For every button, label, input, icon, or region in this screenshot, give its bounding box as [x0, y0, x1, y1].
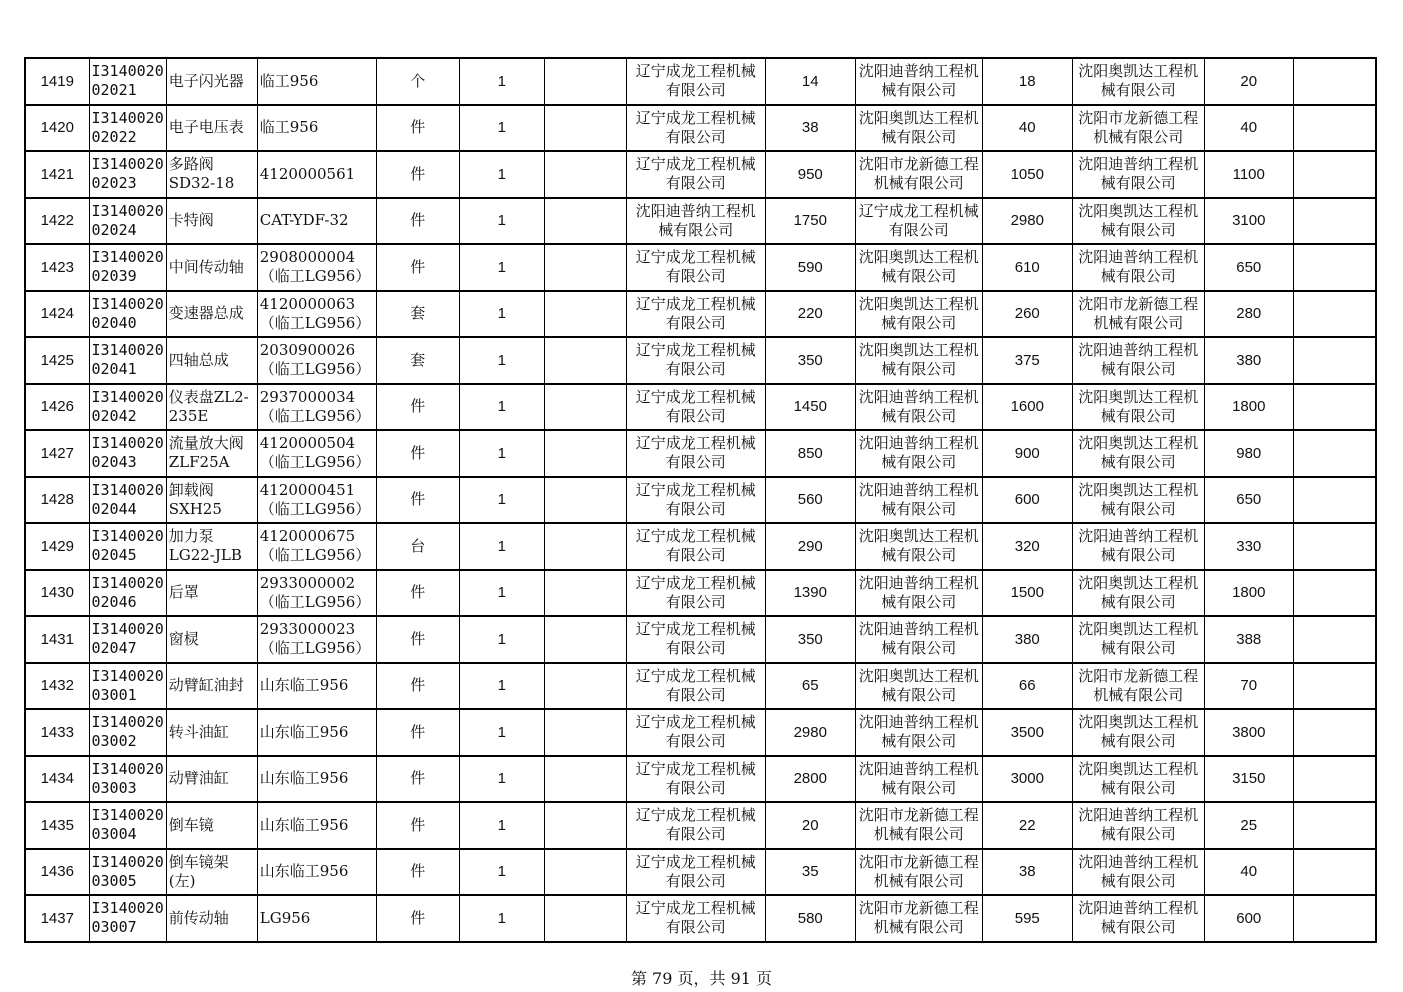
remarks-cell: [1293, 430, 1376, 477]
supplier-3: 沈阳迪普纳工程机械有限公司: [1072, 849, 1204, 896]
row-number: 1434: [25, 756, 89, 803]
item-model: 4120000561: [257, 151, 376, 198]
supplier-1: 辽宁成龙工程机械有限公司: [626, 849, 765, 896]
remarks-cell: [1293, 709, 1376, 756]
material-code: I3140020 02040: [89, 291, 166, 338]
material-code: I3140020 02043: [89, 430, 166, 477]
item-quantity: 1: [459, 756, 544, 803]
item-model: 4120000504 （临工LG956）: [257, 430, 376, 477]
remarks-cell: [1293, 244, 1376, 291]
supplier-3: 沈阳迪普纳工程机械有限公司: [1072, 244, 1204, 291]
row-number: 1436: [25, 849, 89, 896]
supplier-1: 辽宁成龙工程机械有限公司: [626, 709, 765, 756]
item-unit: 件: [376, 477, 459, 524]
table-row: [25, 756, 1376, 803]
item-unit: 件: [376, 756, 459, 803]
supplier-2: 沈阳奥凯达工程机械有限公司: [855, 663, 982, 710]
price-1: 35: [765, 849, 855, 896]
supplier-3: 沈阳奥凯达工程机械有限公司: [1072, 430, 1204, 477]
empty-cell: [544, 430, 626, 477]
table-row: [25, 895, 1376, 942]
item-quantity: 1: [459, 709, 544, 756]
item-unit: 件: [376, 849, 459, 896]
remarks-cell: [1293, 523, 1376, 570]
remarks-cell: [1293, 105, 1376, 152]
supplier-3: 沈阳奥凯达工程机械有限公司: [1072, 616, 1204, 663]
supplier-2: 沈阳迪普纳工程机械有限公司: [855, 709, 982, 756]
material-code: I3140020 03003: [89, 756, 166, 803]
price-2: 600: [982, 477, 1072, 524]
item-quantity: 1: [459, 244, 544, 291]
item-model: 山东临工956: [257, 709, 376, 756]
item-unit: 个: [376, 58, 459, 105]
item-name: 后罩: [166, 570, 257, 617]
supplier-2: 沈阳市龙新德工程机械有限公司: [855, 849, 982, 896]
row-number: 1429: [25, 523, 89, 570]
item-quantity: 1: [459, 523, 544, 570]
supplier-1: 辽宁成龙工程机械有限公司: [626, 105, 765, 152]
price-3: 40: [1204, 849, 1293, 896]
price-2: 3000: [982, 756, 1072, 803]
remarks-cell: [1293, 337, 1376, 384]
supplier-3: 沈阳迪普纳工程机械有限公司: [1072, 337, 1204, 384]
price-3: 3800: [1204, 709, 1293, 756]
item-name: 仪表盘ZL2-235E: [166, 384, 257, 431]
supplier-3: 沈阳市龙新德工程机械有限公司: [1072, 105, 1204, 152]
supplier-2: 沈阳迪普纳工程机械有限公司: [855, 570, 982, 617]
supplier-3: 沈阳市龙新德工程机械有限公司: [1072, 663, 1204, 710]
price-3: 650: [1204, 477, 1293, 524]
item-quantity: 1: [459, 198, 544, 245]
supplier-1: 辽宁成龙工程机械有限公司: [626, 663, 765, 710]
supplier-3: 沈阳迪普纳工程机械有限公司: [1072, 895, 1204, 942]
price-2: 22: [982, 802, 1072, 849]
price-2: 320: [982, 523, 1072, 570]
supplier-1: 辽宁成龙工程机械有限公司: [626, 802, 765, 849]
item-quantity: 1: [459, 430, 544, 477]
row-number: 1431: [25, 616, 89, 663]
item-name: 卸载阀 SXH25: [166, 477, 257, 524]
supplier-2: 沈阳奥凯达工程机械有限公司: [855, 244, 982, 291]
remarks-cell: [1293, 849, 1376, 896]
item-unit: 件: [376, 244, 459, 291]
item-model: 4120000063 （临工LG956）: [257, 291, 376, 338]
empty-cell: [544, 849, 626, 896]
price-1: 20: [765, 802, 855, 849]
remarks-cell: [1293, 291, 1376, 338]
price-2: 900: [982, 430, 1072, 477]
item-model: 临工956: [257, 58, 376, 105]
supplier-1: 辽宁成龙工程机械有限公司: [626, 151, 765, 198]
table-row: [25, 430, 1376, 477]
item-name: 卡特阀: [166, 198, 257, 245]
price-1: 350: [765, 616, 855, 663]
item-unit: 件: [376, 616, 459, 663]
table-row: [25, 849, 1376, 896]
supplier-2: 沈阳迪普纳工程机械有限公司: [855, 384, 982, 431]
row-number: 1433: [25, 709, 89, 756]
item-name: 多路阀 SD32-18: [166, 151, 257, 198]
material-code: I3140020 03002: [89, 709, 166, 756]
remarks-cell: [1293, 756, 1376, 803]
price-3: 3100: [1204, 198, 1293, 245]
price-2: 18: [982, 58, 1072, 105]
table-row: [25, 616, 1376, 663]
item-unit: 件: [376, 663, 459, 710]
remarks-cell: [1293, 198, 1376, 245]
item-name: 中间传动轴: [166, 244, 257, 291]
empty-cell: [544, 198, 626, 245]
table-row: [25, 337, 1376, 384]
price-3: 280: [1204, 291, 1293, 338]
item-model: 山东临工956: [257, 849, 376, 896]
item-quantity: 1: [459, 849, 544, 896]
item-quantity: 1: [459, 802, 544, 849]
supplier-1: 沈阳迪普纳工程机械有限公司: [626, 198, 765, 245]
price-1: 560: [765, 477, 855, 524]
supplier-2: 沈阳迪普纳工程机械有限公司: [855, 477, 982, 524]
remarks-cell: [1293, 895, 1376, 942]
empty-cell: [544, 709, 626, 756]
empty-cell: [544, 570, 626, 617]
empty-cell: [544, 58, 626, 105]
item-unit: 台: [376, 523, 459, 570]
material-code: I3140020 02021: [89, 58, 166, 105]
price-1: 850: [765, 430, 855, 477]
price-2: 375: [982, 337, 1072, 384]
item-unit: 件: [376, 430, 459, 477]
empty-cell: [544, 802, 626, 849]
supplier-1: 辽宁成龙工程机械有限公司: [626, 756, 765, 803]
price-1: 350: [765, 337, 855, 384]
supplier-1: 辽宁成龙工程机械有限公司: [626, 895, 765, 942]
item-quantity: 1: [459, 384, 544, 431]
row-number: 1435: [25, 802, 89, 849]
item-model: CAT-YDF-32: [257, 198, 376, 245]
price-1: 580: [765, 895, 855, 942]
item-name: 倒车镜: [166, 802, 257, 849]
row-number: 1423: [25, 244, 89, 291]
price-3: 3150: [1204, 756, 1293, 803]
supplier-2: 沈阳迪普纳工程机械有限公司: [855, 58, 982, 105]
empty-cell: [544, 337, 626, 384]
item-quantity: 1: [459, 151, 544, 198]
supplier-3: 沈阳迪普纳工程机械有限公司: [1072, 802, 1204, 849]
price-1: 1750: [765, 198, 855, 245]
item-unit: 件: [376, 895, 459, 942]
row-number: 1427: [25, 430, 89, 477]
remarks-cell: [1293, 58, 1376, 105]
remarks-cell: [1293, 616, 1376, 663]
item-name: 流量放大阀 ZLF25A: [166, 430, 257, 477]
price-1: 2980: [765, 709, 855, 756]
row-number: 1428: [25, 477, 89, 524]
supplier-1: 辽宁成龙工程机械有限公司: [626, 291, 765, 338]
supplier-1: 辽宁成龙工程机械有限公司: [626, 384, 765, 431]
price-1: 220: [765, 291, 855, 338]
item-unit: 件: [376, 198, 459, 245]
empty-cell: [544, 244, 626, 291]
material-code: I3140020 02023: [89, 151, 166, 198]
table-row: [25, 802, 1376, 849]
row-number: 1419: [25, 58, 89, 105]
material-code: I3140020 03001: [89, 663, 166, 710]
supplier-1: 辽宁成龙工程机械有限公司: [626, 244, 765, 291]
item-model: 2933000002 （临工LG956）: [257, 570, 376, 617]
price-2: 1600: [982, 384, 1072, 431]
supplier-2: 沈阳迪普纳工程机械有限公司: [855, 430, 982, 477]
item-unit: 套: [376, 337, 459, 384]
item-unit: 件: [376, 709, 459, 756]
item-unit: 件: [376, 570, 459, 617]
price-3: 1100: [1204, 151, 1293, 198]
price-1: 590: [765, 244, 855, 291]
remarks-cell: [1293, 384, 1376, 431]
item-model: 山东临工956: [257, 663, 376, 710]
page-footer: 第 79 页，共 91 页: [630, 969, 773, 988]
item-model: 山东临工956: [257, 756, 376, 803]
row-number: 1424: [25, 291, 89, 338]
supplier-2: 沈阳迪普纳工程机械有限公司: [855, 756, 982, 803]
price-2: 595: [982, 895, 1072, 942]
item-unit: 件: [376, 105, 459, 152]
item-name: 动臂缸油封: [166, 663, 257, 710]
row-number: 1430: [25, 570, 89, 617]
remarks-cell: [1293, 151, 1376, 198]
material-code: I3140020 03004: [89, 802, 166, 849]
material-code: I3140020 03007: [89, 895, 166, 942]
table-row: [25, 244, 1376, 291]
price-3: 380: [1204, 337, 1293, 384]
price-2: 610: [982, 244, 1072, 291]
item-name: 前传动轴: [166, 895, 257, 942]
material-code: I3140020 03005: [89, 849, 166, 896]
item-quantity: 1: [459, 58, 544, 105]
item-name: 转斗油缸: [166, 709, 257, 756]
table-row: [25, 477, 1376, 524]
table-row: [25, 523, 1376, 570]
price-2: 40: [982, 105, 1072, 152]
item-unit: 件: [376, 384, 459, 431]
price-3: 650: [1204, 244, 1293, 291]
supplier-2: 沈阳迪普纳工程机械有限公司: [855, 616, 982, 663]
material-code: I3140020 02039: [89, 244, 166, 291]
supplier-3: 沈阳奥凯达工程机械有限公司: [1072, 58, 1204, 105]
remarks-cell: [1293, 663, 1376, 710]
empty-cell: [544, 105, 626, 152]
price-1: 38: [765, 105, 855, 152]
item-name: 窗棂: [166, 616, 257, 663]
item-name: 变速器总成: [166, 291, 257, 338]
item-quantity: 1: [459, 105, 544, 152]
item-model: 2030900026 （临工LG956）: [257, 337, 376, 384]
row-number: 1432: [25, 663, 89, 710]
price-2: 260: [982, 291, 1072, 338]
supplier-1: 辽宁成龙工程机械有限公司: [626, 523, 765, 570]
price-2: 1050: [982, 151, 1072, 198]
supplier-2: 辽宁成龙工程机械有限公司: [855, 198, 982, 245]
empty-cell: [544, 616, 626, 663]
item-model: LG956: [257, 895, 376, 942]
item-model: 2933000023 （临工LG956）: [257, 616, 376, 663]
price-3: 1800: [1204, 570, 1293, 617]
item-name: 电子电压表: [166, 105, 257, 152]
item-model: 4120000451 （临工LG956）: [257, 477, 376, 524]
table-row: [25, 663, 1376, 710]
item-unit: 套: [376, 291, 459, 338]
material-code: I3140020 02047: [89, 616, 166, 663]
empty-cell: [544, 477, 626, 524]
remarks-cell: [1293, 477, 1376, 524]
supplier-3: 沈阳迪普纳工程机械有限公司: [1072, 523, 1204, 570]
price-3: 40: [1204, 105, 1293, 152]
remarks-cell: [1293, 570, 1376, 617]
item-quantity: 1: [459, 616, 544, 663]
quotation-table: [24, 57, 1377, 943]
row-number: 1421: [25, 151, 89, 198]
empty-cell: [544, 384, 626, 431]
item-name: 电子闪光器: [166, 58, 257, 105]
supplier-1: 辽宁成龙工程机械有限公司: [626, 477, 765, 524]
supplier-3: 沈阳奥凯达工程机械有限公司: [1072, 570, 1204, 617]
price-1: 1450: [765, 384, 855, 431]
supplier-1: 辽宁成龙工程机械有限公司: [626, 337, 765, 384]
row-number: 1426: [25, 384, 89, 431]
supplier-3: 沈阳奥凯达工程机械有限公司: [1072, 756, 1204, 803]
row-number: 1437: [25, 895, 89, 942]
supplier-2: 沈阳市龙新德工程机械有限公司: [855, 895, 982, 942]
empty-cell: [544, 523, 626, 570]
item-quantity: 1: [459, 291, 544, 338]
supplier-3: 沈阳奥凯达工程机械有限公司: [1072, 477, 1204, 524]
item-quantity: 1: [459, 570, 544, 617]
table-body: [25, 58, 1376, 942]
table-row: [25, 570, 1376, 617]
item-quantity: 1: [459, 663, 544, 710]
supplier-2: 沈阳奥凯达工程机械有限公司: [855, 523, 982, 570]
price-1: 2800: [765, 756, 855, 803]
material-code: I3140020 02045: [89, 523, 166, 570]
item-model: 山东临工956: [257, 802, 376, 849]
table-row: [25, 198, 1376, 245]
price-2: 3500: [982, 709, 1072, 756]
price-1: 14: [765, 58, 855, 105]
supplier-3: 沈阳市龙新德工程机械有限公司: [1072, 291, 1204, 338]
price-2: 2980: [982, 198, 1072, 245]
row-number: 1425: [25, 337, 89, 384]
item-name: 倒车镜架 (左): [166, 849, 257, 896]
price-3: 1800: [1204, 384, 1293, 431]
supplier-2: 沈阳奥凯达工程机械有限公司: [855, 105, 982, 152]
material-code: I3140020 02024: [89, 198, 166, 245]
price-1: 950: [765, 151, 855, 198]
supplier-1: 辽宁成龙工程机械有限公司: [626, 430, 765, 477]
price-1: 1390: [765, 570, 855, 617]
supplier-3: 沈阳迪普纳工程机械有限公司: [1072, 151, 1204, 198]
table-row: [25, 709, 1376, 756]
item-unit: 件: [376, 802, 459, 849]
supplier-3: 沈阳奥凯达工程机械有限公司: [1072, 198, 1204, 245]
table-row: [25, 151, 1376, 198]
material-code: I3140020 02041: [89, 337, 166, 384]
price-2: 38: [982, 849, 1072, 896]
price-3: 70: [1204, 663, 1293, 710]
supplier-2: 沈阳奥凯达工程机械有限公司: [855, 337, 982, 384]
supplier-1: 辽宁成龙工程机械有限公司: [626, 616, 765, 663]
empty-cell: [544, 756, 626, 803]
table-row: [25, 384, 1376, 431]
empty-cell: [544, 663, 626, 710]
material-code: I3140020 02046: [89, 570, 166, 617]
item-name: 动臂油缸: [166, 756, 257, 803]
price-1: 65: [765, 663, 855, 710]
price-1: 290: [765, 523, 855, 570]
price-3: 330: [1204, 523, 1293, 570]
item-model: 2937000034 （临工LG956）: [257, 384, 376, 431]
row-number: 1420: [25, 105, 89, 152]
item-unit: 件: [376, 151, 459, 198]
material-code: I3140020 02022: [89, 105, 166, 152]
empty-cell: [544, 291, 626, 338]
price-2: 380: [982, 616, 1072, 663]
supplier-2: 沈阳市龙新德工程机械有限公司: [855, 802, 982, 849]
material-code: I3140020 02044: [89, 477, 166, 524]
supplier-3: 沈阳奥凯达工程机械有限公司: [1072, 709, 1204, 756]
item-model: 4120000675 （临工LG956）: [257, 523, 376, 570]
item-model: 临工956: [257, 105, 376, 152]
price-2: 1500: [982, 570, 1072, 617]
table-row: [25, 105, 1376, 152]
item-model: 2908000004 （临工LG956）: [257, 244, 376, 291]
supplier-2: 沈阳市龙新德工程机械有限公司: [855, 151, 982, 198]
item-name: 四轴总成: [166, 337, 257, 384]
price-3: 980: [1204, 430, 1293, 477]
price-3: 388: [1204, 616, 1293, 663]
supplier-2: 沈阳奥凯达工程机械有限公司: [855, 291, 982, 338]
item-quantity: 1: [459, 895, 544, 942]
price-2: 66: [982, 663, 1072, 710]
supplier-1: 辽宁成龙工程机械有限公司: [626, 570, 765, 617]
material-code: I3140020 02042: [89, 384, 166, 431]
row-number: 1422: [25, 198, 89, 245]
empty-cell: [544, 895, 626, 942]
price-3: 20: [1204, 58, 1293, 105]
item-name: 加力泵 LG22-JLB: [166, 523, 257, 570]
price-3: 25: [1204, 802, 1293, 849]
item-quantity: 1: [459, 337, 544, 384]
empty-cell: [544, 151, 626, 198]
price-3: 600: [1204, 895, 1293, 942]
table-row: [25, 58, 1376, 105]
supplier-3: 沈阳奥凯达工程机械有限公司: [1072, 384, 1204, 431]
supplier-1: 辽宁成龙工程机械有限公司: [626, 58, 765, 105]
table-row: [25, 291, 1376, 338]
remarks-cell: [1293, 802, 1376, 849]
item-quantity: 1: [459, 477, 544, 524]
